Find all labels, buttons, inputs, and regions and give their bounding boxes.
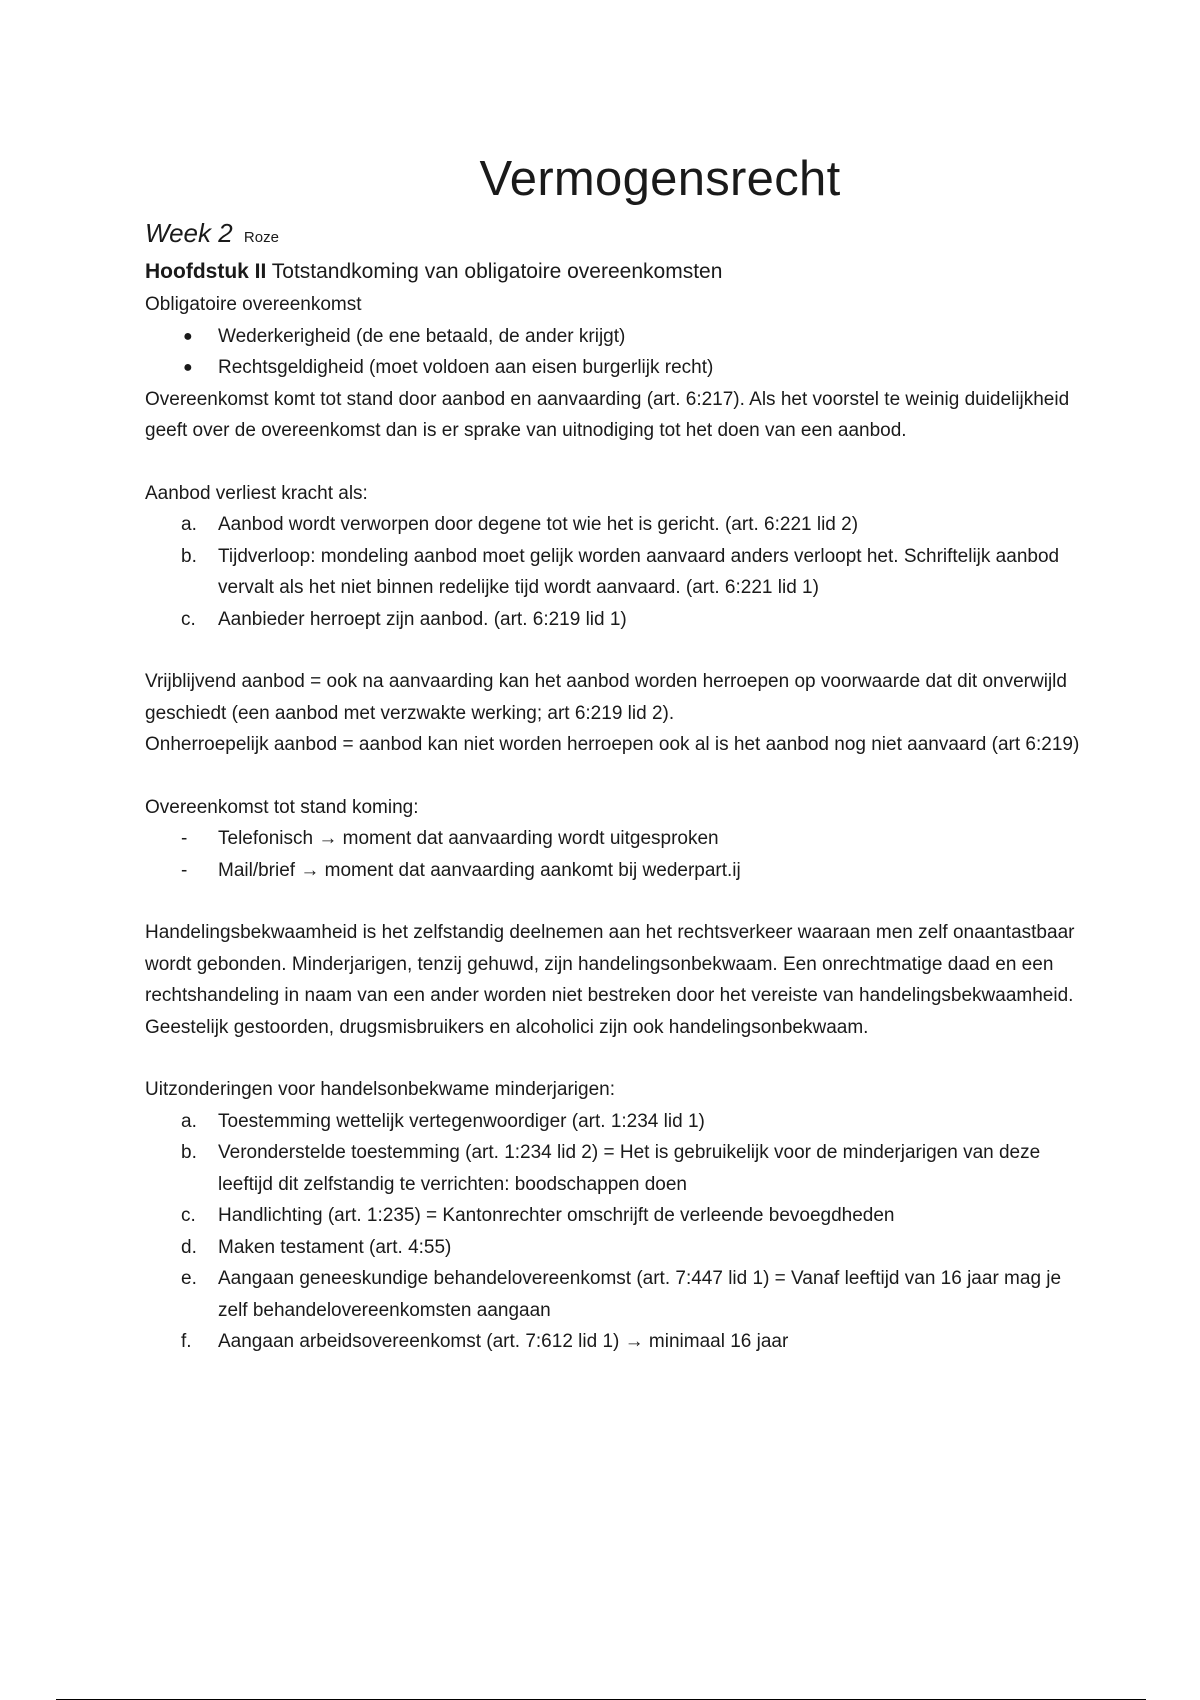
- list-item: - Mail/brief → moment dat aanvaarding aankomt bij wederpart.ij: [145, 855, 1085, 887]
- dash-marker: -: [181, 828, 188, 849]
- list-marker: c.: [181, 1205, 196, 1226]
- list-marker: b.: [181, 545, 197, 567]
- section4-dash-list: [145, 823, 1085, 886]
- dash-marker: -: [181, 859, 188, 881]
- vrijblijvend-paragraph: Vrijblijvend aanbod = ook na aanvaarding kan het aanbod worden herroepen op voorwaarde dat dit onverwijld geschiedt (een aanbod met verzwakte werking; art 6:219 lid 2).: [145, 671, 1067, 724]
- week-tag: Roze: [243, 229, 279, 246]
- onherroepelijk-paragraph: Onherroepelijk aanbod = aanbod kan niet worden herroepen ook al is het aanbod nog niet aanvaard (art 6:219): [145, 734, 1080, 755]
- list-item: ● Wederkerigheid (de ene betaald, de ander krijgt): [145, 321, 1085, 353]
- list-item: a. Aanbod wordt verworpen door degene tot wie het is gericht. (art. 6:221 lid 2): [145, 509, 1085, 541]
- list-marker: d.: [181, 1236, 197, 1258]
- list-item: c. Aanbieder herroept zijn aanbod. (art. 6:219 lid 1): [145, 604, 1085, 636]
- list-item: c. Handlichting (art. 1:235) = Kantonrechter omschrijft de verleende bevoegdheden: [145, 1200, 1085, 1232]
- list-marker: c.: [181, 608, 196, 630]
- section4-heading: Overeenkomst tot stand koming:: [145, 796, 419, 818]
- page-title: Vermogensrecht: [479, 152, 841, 206]
- list-item: - Telefonisch → moment dat aanvaarding wordt uitgesproken: [145, 823, 1085, 855]
- list-item: b. Veronderstelde toestemming (art. 1:234 lid 2) = Het is gebruikelijk voor de minderjarigen van deze leeftijd dit zelfstandig te verrichten: boodschappen doen: [145, 1137, 1085, 1200]
- section2-lettered-list: [145, 509, 1085, 635]
- list-item: e. Aangaan geneeskundige behandelovereenkomst (art. 7:447 lid 1) = Vanaf leeftijd van 16 jaar mag je zelf behandelovereenkomsten aangaan: [145, 1263, 1085, 1326]
- section6-heading: Uitzonderingen voor handelsonbekwame minderjarigen:: [145, 1079, 615, 1100]
- bullet-icon: ●: [183, 359, 193, 376]
- list-item: b. Tijdverloop: mondeling aanbod moet gelijk worden aanvaard anders verloopt het. Schriftelijk aanbod vervalt als het niet binnen redelijke tijd wordt aanvaard. (art. 6:221 lid 1): [145, 541, 1085, 604]
- list-marker: f.: [181, 1331, 192, 1352]
- section1-bullet-list: [145, 321, 1085, 384]
- list-item: a. Toestemming wettelijk vertegenwoordiger (art. 1:234 lid 1): [145, 1106, 1085, 1138]
- list-marker: b.: [181, 1142, 197, 1163]
- list-item: f. Aangaan arbeidsovereenkomst (art. 7:612 lid 1) → minimaal 16 jaar: [145, 1326, 1085, 1358]
- section1-heading: Obligatoire overeenkomst: [145, 294, 362, 315]
- week-label: Week 2: [145, 218, 233, 248]
- bullet-icon: ●: [183, 327, 193, 345]
- list-marker: a.: [181, 514, 197, 535]
- section6-lettered-list: [145, 1106, 1085, 1358]
- document-content: [145, 148, 1085, 1358]
- section1-paragraph: Overeenkomst komt tot stand door aanbod en aanvaarding (art. 6:217). Als het voorstel te weinig duidelijkheid geeft over de overeenkomst dan is er sprake van uitnodiging tot het doen van een aanbod.: [145, 388, 1070, 441]
- list-marker: a.: [181, 1110, 197, 1132]
- list-item: d. Maken testament (art. 4:55): [145, 1232, 1085, 1264]
- week-heading: [145, 216, 1085, 255]
- chapter-heading: [145, 255, 1085, 289]
- list-item: ● Rechtsgeldigheid (moet voldoen aan eisen burgerlijk recht): [145, 352, 1085, 384]
- chapter-title: Totstandkoming van obligatoire overeenkomsten: [266, 260, 723, 283]
- section2-heading: Aanbod verliest kracht als:: [145, 482, 368, 504]
- handelingsbekwaamheid-paragraph: Handelingsbekwaamheid is het zelfstandig deelnemen aan het rechtsverkeer waaraan men zelf onaantastbaar wordt gebonden. Minderjarigen, tenzij gehuwd, zijn handelingsonbekwaam. Een onrechtmatige daad en een rechtshandeling in naam van een ander worden niet bestreken door het vereiste van handelingsbekwaamheid. Geestelijk gestoorden, drugsmisbruikers en alcoholici zijn ook handelingsonbekwaam.: [145, 922, 1075, 1038]
- chapter-number: Hoofdstuk II: [145, 260, 267, 283]
- list-marker: e.: [181, 1268, 197, 1289]
